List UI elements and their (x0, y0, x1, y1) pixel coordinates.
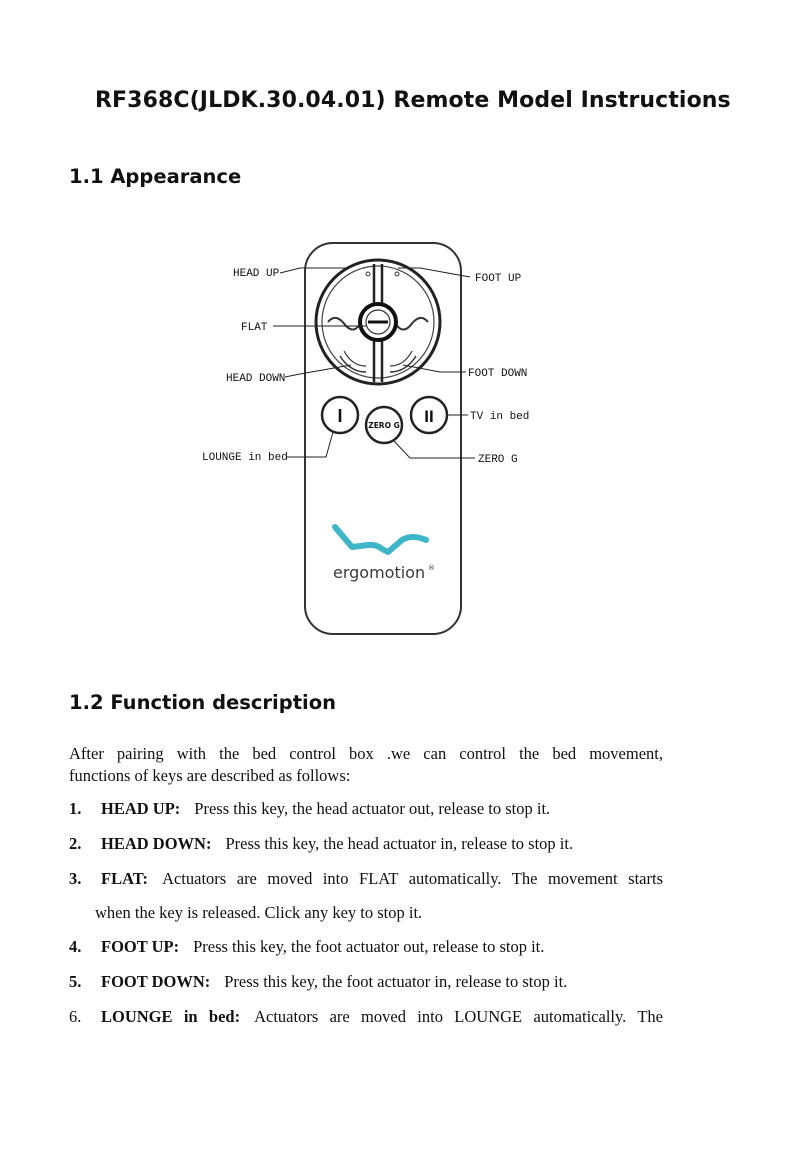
item-text: Press this key, the foot actuator out, release to stop it. (193, 937, 545, 956)
section-heading-appearance: 1.1 Appearance (69, 165, 242, 188)
item-key: HEAD DOWN: (101, 834, 212, 853)
item-key: HEAD UP: (101, 799, 181, 818)
lounge-button-glyph: I (337, 406, 343, 426)
tv-button-glyph: II (424, 407, 434, 426)
intro-paragraph (69, 743, 663, 787)
list-item (69, 798, 663, 820)
item-number: 2. (69, 834, 82, 853)
label-head-up: HEAD UP (233, 268, 280, 280)
document-title: RF368C(JLDK.30.04.01) Remote Model Instructions (95, 88, 731, 113)
list-item (69, 936, 663, 958)
item-text: Actuators are moved into FLAT automatically. The movement starts (162, 869, 663, 888)
list-item (69, 833, 663, 855)
item-number: 1. (69, 799, 82, 818)
item-key: FOOT UP: (101, 937, 180, 956)
intro-line-1: After pairing with the bed control box .we can control the bed movement, (69, 744, 663, 763)
section-heading-function: 1.2 Function description (69, 691, 336, 714)
item-text: Press this key, the head actuator in, release to stop it. (225, 834, 574, 853)
list-item (69, 1006, 663, 1028)
list-item (69, 971, 663, 993)
item-number: 3. (69, 869, 82, 888)
item-text-continued: when the key is released. Click any key to stop it. (95, 903, 423, 922)
label-flat: FLAT (241, 322, 268, 334)
label-foot-up: FOOT UP (475, 273, 522, 285)
item-text: Press this key, the foot actuator in, release to stop it. (224, 972, 568, 991)
remote-illustration (190, 238, 530, 638)
intro-line-2: functions of keys are described as follows: (69, 766, 351, 785)
label-foot-down: FOOT DOWN (468, 368, 528, 380)
list-item (69, 868, 663, 922)
label-tv: TV in bed (470, 411, 530, 423)
item-number: 5. (69, 972, 82, 991)
label-zero-g: ZERO G (478, 454, 518, 466)
item-number: 4. (69, 937, 82, 956)
label-lounge: LOUNGE in bed (202, 452, 288, 464)
item-key: LOUNGE in bed: (101, 1007, 241, 1026)
brand-wordmark: ergomotion (333, 563, 426, 582)
item-key: FOOT DOWN: (101, 972, 211, 991)
brand-registered-mark: ® (428, 564, 435, 572)
item-text: Actuators are moved into LOUNGE automatically. The (254, 1007, 663, 1026)
label-head-down: HEAD DOWN (226, 373, 286, 385)
item-number: 6. (69, 1007, 82, 1026)
item-key: FLAT: (101, 869, 149, 888)
zero-g-button-glyph: ZERO G (368, 421, 400, 430)
item-text: Press this key, the head actuator out, release to stop it. (194, 799, 551, 818)
